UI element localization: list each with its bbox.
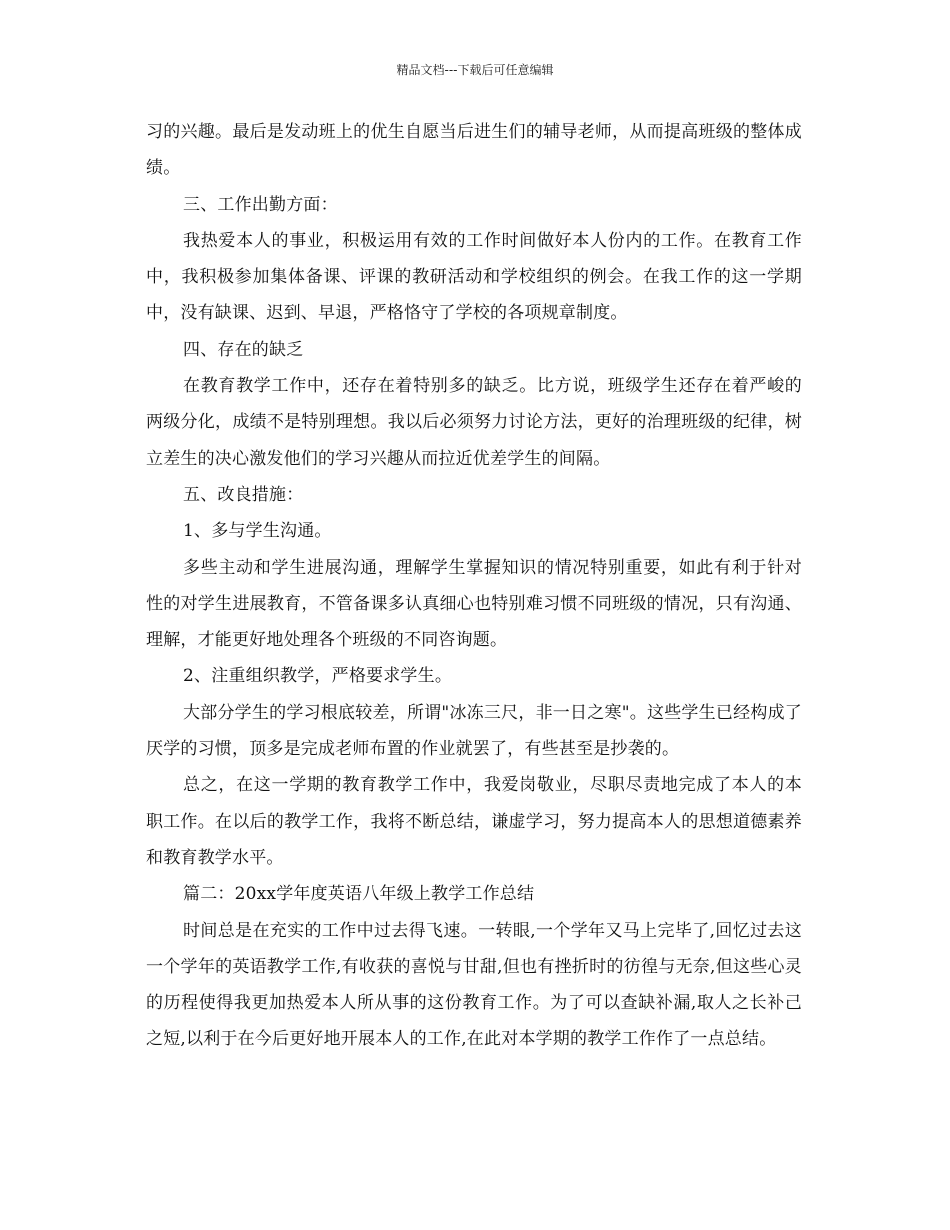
paragraph: 时间总是在充实的工作中过去得飞速。一转眼,一个学年又马上完毕了,回忆过去这一个学年的英语教学工作,有收获的喜悦与甘甜,但也有挫折时的彷徨与无奈,但这些心灵的历程使得我更加热爱本人所从事的这份教育工作。为了可以查缺补漏,取人之长补己之短,以利于在今后更好地开展本人的工作,在此对本学期的教学工作作了一点总结。: [146, 920, 802, 1050]
paragraph: 大部分学生的学习根底较差，所谓"冰冻三尺，非一日之寒"。这些学生已经构成了厌学的习惯，顶多是完成老师布置的作业就罢了，有些甚至是抄袭的。: [146, 702, 802, 760]
sub-heading: 2、注重组织教学，严格要求学生。: [183, 666, 453, 687]
paragraph: 习的兴趣。最后是发动班上的优生自愿当后进生们的辅导老师，从而提高班级的整体成绩。: [146, 122, 802, 179]
section-heading: 四、存在的缺乏: [183, 339, 304, 360]
paragraph: 我热爱本人的事业，积极运用有效的工作时间做好本人份内的工作。在教育工作中，我积极参加集体备课、评课的教研活动和学校组织的例会。在我工作的这一学期中，没有缺课、迟到、早退，严格恪守了学校的各项规章制度。: [146, 230, 802, 324]
section-heading: 三、工作出勤方面：: [183, 194, 338, 215]
paragraph: 多些主动和学生进展沟通，理解学生掌握知识的情况特别重要，如此有利于针对性的对学生进展教育，不管备课多认真细心也特别难习惯不同班级的情况，只有沟通、理解，才能更好地处理各个班级的不同咨询题。: [146, 557, 802, 651]
section-heading: 五、改良措施：: [183, 484, 304, 505]
sub-heading: 1、多与学生沟通。: [183, 521, 332, 542]
document-body: [146, 114, 802, 1058]
page-header: 精品文档---下载后可任意编辑: [396, 63, 554, 77]
article-title: 篇二：20xx学年度英语八年级上教学工作总结: [183, 884, 535, 905]
paragraph: 总之，在这一学期的教育教学工作中，我爱岗敬业，尽职尽责地完成了本人的本职工作。在以后的教学工作，我将不断总结，谦虚学习，努力提高本人的思想道德素养和教育教学水平。: [146, 775, 802, 868]
paragraph: 在教育教学工作中，还存在着特别多的缺乏。比方说，班级学生还存在着严峻的两级分化，成绩不是特别理想。我以后必须努力讨论方法，更好的治理班级的纪律，树立差生的决心激发他们的学习兴趣从而拉近优差学生的间隔。: [146, 376, 802, 469]
